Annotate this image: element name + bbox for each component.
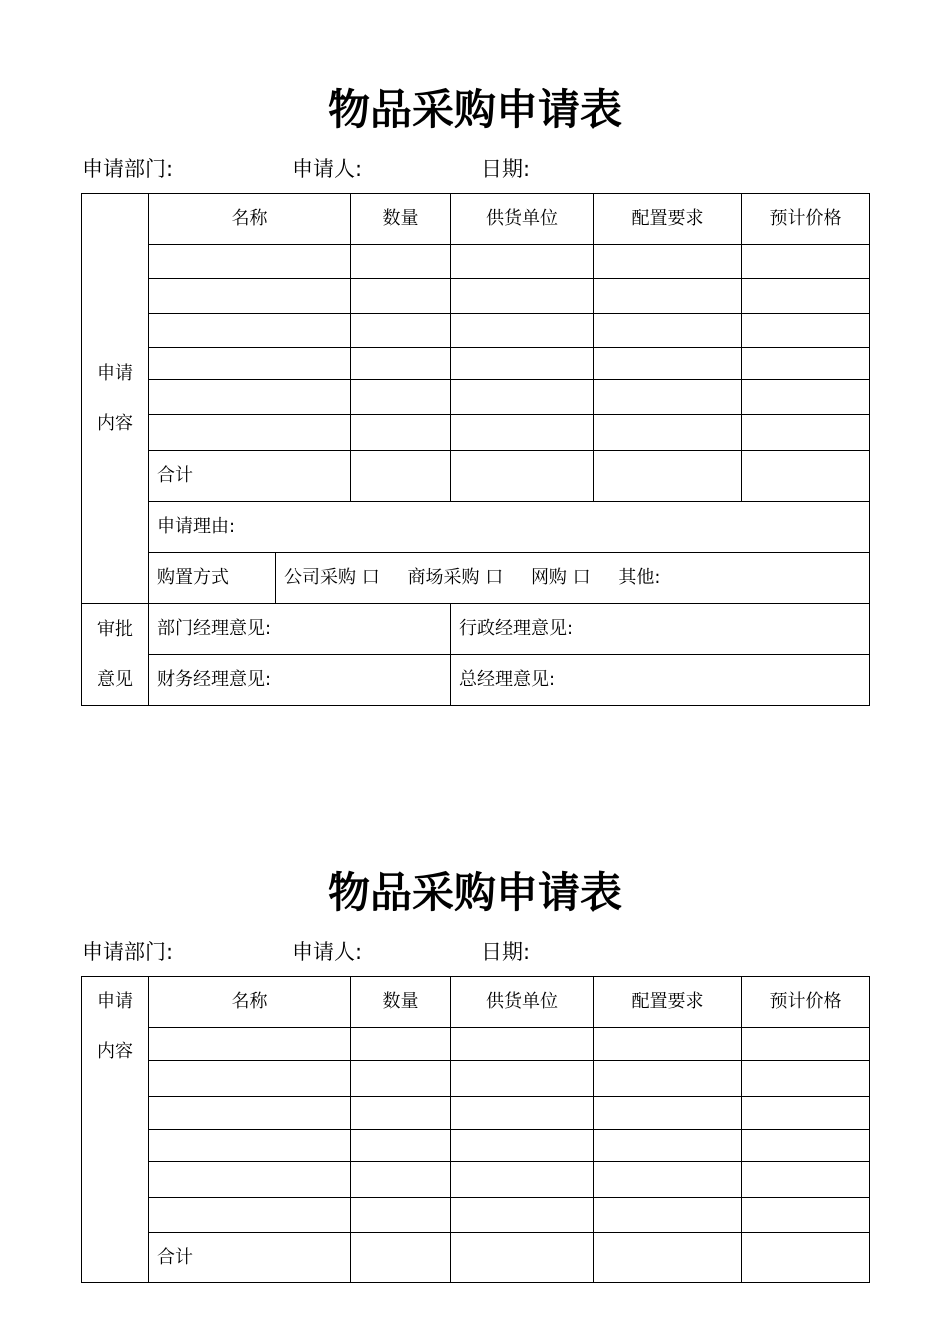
total-row — [82, 1233, 870, 1283]
option-company-purchase[interactable]: 公司采购 口 — [284, 567, 380, 588]
cell-name[interactable] — [149, 1198, 351, 1233]
cell-name[interactable] — [149, 1097, 351, 1130]
table-row — [82, 348, 870, 380]
cell-config[interactable] — [594, 348, 742, 380]
cell-name[interactable] — [149, 348, 351, 380]
total-price[interactable] — [742, 451, 870, 502]
table-row — [82, 415, 870, 451]
cell-price[interactable] — [742, 1162, 870, 1198]
cell-quantity[interactable] — [351, 348, 451, 380]
cell-quantity[interactable] — [351, 279, 451, 314]
reason-field[interactable]: 申请理由: — [149, 502, 870, 553]
cell-price[interactable] — [742, 1028, 870, 1061]
date-label: 日期: — [481, 940, 531, 964]
header-quantity: 数量 — [351, 194, 451, 245]
cell-price[interactable] — [742, 279, 870, 314]
table-row — [82, 1130, 870, 1162]
cell-name[interactable] — [149, 1162, 351, 1198]
total-label: 合计 — [149, 1233, 351, 1283]
cell-supplier[interactable] — [451, 314, 594, 348]
cell-supplier[interactable] — [451, 1097, 594, 1130]
cell-price[interactable] — [742, 1061, 870, 1097]
cell-config[interactable] — [594, 1162, 742, 1198]
table-row — [82, 1028, 870, 1061]
header-price: 预计价格 — [742, 977, 870, 1028]
cell-config[interactable] — [594, 245, 742, 279]
total-price[interactable] — [742, 1233, 870, 1283]
cell-price[interactable] — [742, 348, 870, 380]
cell-price[interactable] — [742, 1130, 870, 1162]
total-config[interactable] — [594, 451, 742, 502]
header-price: 预计价格 — [742, 194, 870, 245]
form-title: 物品采购申请表 — [327, 85, 622, 134]
cell-config[interactable] — [594, 1130, 742, 1162]
method-row — [82, 553, 870, 604]
date-label: 日期: — [481, 157, 531, 181]
cell-quantity[interactable] — [351, 1028, 451, 1061]
cell-price[interactable] — [742, 415, 870, 451]
cell-config[interactable] — [594, 380, 742, 415]
table-row — [82, 1198, 870, 1233]
cell-supplier[interactable] — [451, 1028, 594, 1061]
cell-supplier[interactable] — [451, 1130, 594, 1162]
applicant-label: 申请人: — [292, 940, 363, 964]
option-mall-purchase[interactable]: 商场采购 口 — [407, 567, 504, 588]
cell-supplier[interactable] — [451, 348, 594, 380]
table-row — [82, 1097, 870, 1130]
total-row — [82, 451, 870, 502]
cell-name[interactable] — [149, 314, 351, 348]
method-label: 购置方式 — [149, 553, 276, 604]
cell-name[interactable] — [149, 415, 351, 451]
approval-row-1 — [82, 604, 870, 655]
cell-config[interactable] — [594, 1198, 742, 1233]
option-other[interactable]: 其他: — [618, 567, 661, 588]
cell-name[interactable] — [149, 1061, 351, 1097]
total-supplier[interactable] — [451, 451, 594, 502]
method-options — [276, 553, 870, 604]
cell-name[interactable] — [149, 279, 351, 314]
cell-name[interactable] — [149, 1028, 351, 1061]
cell-price[interactable] — [742, 245, 870, 279]
cell-quantity[interactable] — [351, 245, 451, 279]
cell-supplier[interactable] — [451, 380, 594, 415]
total-quantity[interactable] — [351, 1233, 451, 1283]
cell-supplier[interactable] — [451, 245, 594, 279]
purchase-table — [81, 193, 870, 706]
header-supplier: 供货单位 — [451, 194, 594, 245]
dept-label: 申请部门: — [82, 940, 174, 964]
cell-config[interactable] — [594, 1028, 742, 1061]
cell-price[interactable] — [742, 1198, 870, 1233]
cell-price[interactable] — [742, 380, 870, 415]
dept-manager-opinion[interactable]: 部门经理意见: — [149, 604, 451, 655]
header-name: 名称 — [149, 977, 351, 1028]
cell-quantity[interactable] — [351, 1162, 451, 1198]
table-row — [82, 1162, 870, 1198]
cell-config[interactable] — [594, 415, 742, 451]
cell-config[interactable] — [594, 1061, 742, 1097]
header-quantity: 数量 — [351, 977, 451, 1028]
cell-supplier[interactable] — [451, 415, 594, 451]
cell-quantity[interactable] — [351, 1198, 451, 1233]
header-config: 配置要求 — [594, 977, 742, 1028]
purchase-table — [81, 976, 870, 1283]
table-row — [82, 1061, 870, 1097]
cell-name[interactable] — [149, 1130, 351, 1162]
cell-quantity[interactable] — [351, 415, 451, 451]
cell-config[interactable] — [594, 279, 742, 314]
approval-row-2 — [82, 655, 870, 706]
dept-label: 申请部门: — [82, 157, 174, 181]
table-row — [82, 314, 870, 348]
cell-price[interactable] — [742, 1097, 870, 1130]
table-row — [82, 279, 870, 314]
cell-quantity[interactable] — [351, 1097, 451, 1130]
cell-supplier[interactable] — [451, 1061, 594, 1097]
table-row — [82, 245, 870, 279]
reason-row — [82, 502, 870, 553]
cell-price[interactable] — [742, 314, 870, 348]
option-online-purchase[interactable]: 网购 口 — [530, 567, 591, 588]
cell-supplier[interactable] — [451, 1198, 594, 1233]
cell-name[interactable] — [149, 380, 351, 415]
cell-quantity[interactable] — [351, 380, 451, 415]
cell-supplier[interactable] — [451, 1162, 594, 1198]
header-config: 配置要求 — [594, 194, 742, 245]
header-supplier: 供货单位 — [451, 977, 594, 1028]
cell-config[interactable] — [594, 1097, 742, 1130]
cell-name[interactable] — [149, 245, 351, 279]
cell-quantity[interactable] — [351, 1130, 451, 1162]
header-name: 名称 — [149, 194, 351, 245]
total-label: 合计 — [149, 451, 351, 502]
cell-quantity[interactable] — [351, 314, 451, 348]
total-config[interactable] — [594, 1233, 742, 1283]
cell-quantity[interactable] — [351, 1061, 451, 1097]
applicant-label: 申请人: — [292, 157, 363, 181]
form-title: 物品采购申请表 — [327, 868, 622, 917]
total-quantity[interactable] — [351, 451, 451, 502]
section-label-application: 申请 内容 — [82, 977, 149, 1283]
cell-config[interactable] — [594, 314, 742, 348]
admin-manager-opinion[interactable]: 行政经理意见: — [451, 604, 870, 655]
finance-manager-opinion[interactable]: 财务经理意见: — [149, 655, 451, 706]
total-supplier[interactable] — [451, 1233, 594, 1283]
section-label-approval: 审批 意见 — [82, 604, 149, 706]
table-row — [82, 380, 870, 415]
cell-supplier[interactable] — [451, 279, 594, 314]
general-manager-opinion[interactable]: 总经理意见: — [451, 655, 870, 706]
section-label-application: 申请 内容 — [82, 194, 149, 604]
